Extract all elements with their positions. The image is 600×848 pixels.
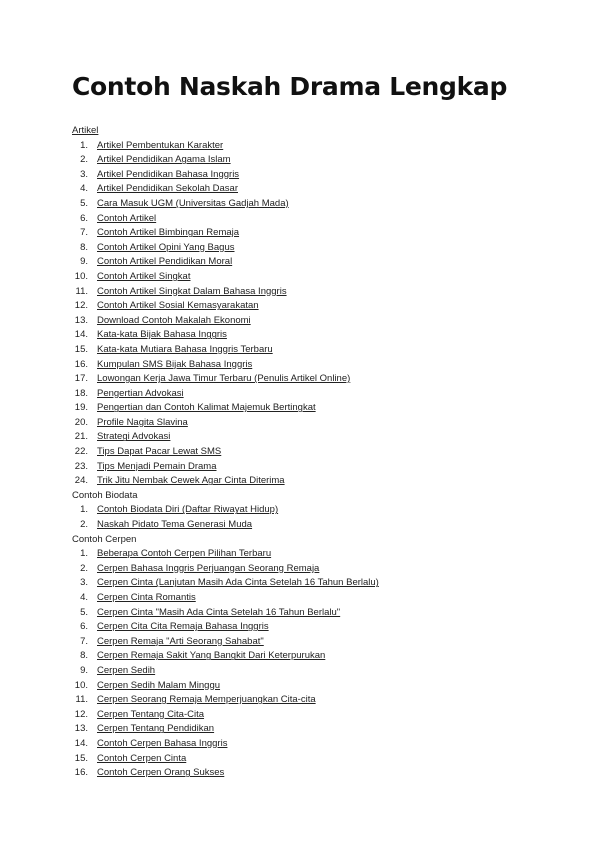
list-item-link[interactable]: Contoh Cerpen Bahasa Inggris [97, 737, 228, 749]
list-item-link[interactable]: Tips Menjadi Pemain Drama [97, 460, 217, 472]
list-item-link[interactable]: Contoh Artikel Singkat [97, 270, 191, 282]
list-item-link[interactable]: Contoh Biodata Diri (Daftar Riwayat Hidup) [97, 504, 279, 516]
list-item-link[interactable]: Profile Nagita Slavina [97, 416, 188, 428]
list-item-link[interactable]: Contoh Artikel Sosial Kemasyarakatan [97, 300, 259, 312]
list-item-link[interactable]: Cerpen Sedih [97, 664, 156, 676]
list-item [72, 766, 572, 781]
list-item-link[interactable]: Artikel Pembentukan Karakter [97, 139, 224, 151]
list-item-link[interactable]: Contoh Cerpen Orang Sukses [97, 767, 225, 779]
list-item-number: 5. [80, 197, 88, 209]
list-item-number: 6. [80, 621, 88, 633]
list-item [72, 737, 572, 752]
list-item-number: 2. [80, 562, 88, 574]
list-item-number: 14. [74, 329, 88, 341]
list-item [72, 679, 572, 694]
list-item [72, 460, 572, 475]
list-item [72, 139, 572, 154]
list-item-link[interactable]: Artikel Pendidikan Agama Islam [97, 154, 231, 166]
list-item [72, 752, 572, 767]
list-item [72, 168, 572, 183]
list-item [72, 416, 572, 431]
list-item-number: 10. [74, 679, 88, 691]
list-item-number: 20. [74, 416, 88, 428]
list-item-number: 1. [80, 139, 88, 151]
section-list [72, 547, 572, 781]
page-title: Contoh Naskah Drama Lengkap [72, 72, 508, 101]
list-item [72, 547, 572, 562]
list-item-number: 8. [80, 650, 88, 662]
list-item-number: 2. [80, 519, 88, 531]
list-item [72, 722, 572, 737]
list-item [72, 285, 572, 300]
list-item [72, 372, 572, 387]
list-item [72, 518, 572, 533]
list-item-link[interactable]: Pengertian Advokasi [97, 387, 184, 399]
list-item-link[interactable]: Contoh Artikel Pendidikan Moral [97, 256, 233, 268]
list-item-number: 13. [74, 314, 88, 326]
list-item [72, 401, 572, 416]
list-item [72, 649, 572, 664]
document-content [72, 124, 572, 781]
list-item-link[interactable]: Cerpen Cinta (Lanjutan Masih Ada Cinta Setelah 16 Tahun Berlalu) [97, 577, 379, 589]
list-item-link[interactable]: Beberapa Contoh Cerpen Pilihan Terbaru [97, 548, 272, 560]
list-item-number: 2. [80, 154, 88, 166]
list-item-link[interactable]: Cerpen Remaja "Arti Seorang Sahabat" [97, 635, 264, 647]
list-item-number: 14. [74, 737, 88, 749]
list-item-number: 7. [80, 635, 88, 647]
list-item-number: 3. [80, 577, 88, 589]
list-item [72, 474, 572, 489]
list-item-number: 5. [80, 606, 88, 618]
list-item-link[interactable]: Cara Masuk UGM (Universitas Gadjah Mada) [97, 197, 289, 209]
list-item-number: 21. [74, 431, 88, 443]
list-item-link[interactable]: Contoh Cerpen Cinta [97, 752, 187, 764]
list-item-number: 12. [74, 300, 88, 312]
list-item [72, 197, 572, 212]
list-item-link[interactable]: Contoh Artikel Bimbingan Remaja [97, 227, 240, 239]
list-item [72, 591, 572, 606]
list-item [72, 708, 572, 723]
list-item-number: 11. [75, 694, 88, 706]
list-item-link[interactable]: Kumpulan SMS Bijak Bahasa Inggris [97, 358, 253, 370]
list-item-number: 1. [80, 548, 88, 560]
list-item-number: 16. [74, 767, 88, 779]
list-item [72, 343, 572, 358]
list-item-link[interactable]: Cerpen Remaja Sakit Yang Bangkit Dari Keterpurukan [97, 650, 326, 662]
list-item-number: 13. [74, 723, 88, 735]
list-item [72, 241, 572, 256]
list-item [72, 562, 572, 577]
list-item [72, 503, 572, 518]
list-item-number: 9. [80, 256, 88, 268]
list-item [72, 314, 572, 329]
list-item-link[interactable]: Contoh Artikel Opini Yang Bagus [97, 241, 235, 253]
section-heading: Contoh Cerpen [72, 533, 137, 545]
list-item-number: 18. [74, 387, 88, 399]
list-item-number: 7. [80, 227, 88, 239]
list-item [72, 620, 572, 635]
list-item [72, 576, 572, 591]
section-heading: Artikel [72, 125, 99, 136]
section-list [72, 503, 572, 532]
list-item [72, 226, 572, 241]
list-item-link[interactable]: Download Contoh Makalah Ekonomi [97, 314, 251, 326]
list-item-link[interactable]: Kata-kata Mutiara Bahasa Inggris Terbaru [97, 343, 273, 355]
list-item-number: 10. [74, 270, 88, 282]
section-list [72, 139, 572, 489]
list-item-number: 23. [74, 460, 88, 472]
list-item-link[interactable]: Trik Jitu Nembak Cewek Agar Cinta Diterima [97, 475, 285, 487]
list-item-number: 4. [80, 183, 88, 195]
list-item-link[interactable]: Strategi Advokasi [97, 431, 171, 443]
list-item-link[interactable]: Artikel Pendidikan Sekolah Dasar [97, 183, 238, 195]
list-item-link[interactable]: Contoh Artikel Singkat Dalam Bahasa Inggris [97, 285, 287, 297]
list-item-link[interactable]: Contoh Artikel [97, 212, 157, 224]
list-item [72, 430, 572, 445]
list-item [72, 299, 572, 314]
list-item [72, 328, 572, 343]
list-item-number: 15. [74, 752, 88, 764]
list-item-link[interactable]: Artikel Pendidikan Bahasa Inggris [97, 168, 240, 180]
list-item-number: 1. [80, 504, 88, 516]
list-item-link[interactable]: Tips Dapat Pacar Lewat SMS [97, 446, 222, 458]
list-item-link[interactable]: Cerpen Bahasa Inggris Perjuangan Seorang Remaja [97, 562, 320, 574]
list-item [72, 693, 572, 708]
list-item-number: 12. [74, 708, 88, 720]
list-item [72, 212, 572, 227]
list-item [72, 606, 572, 621]
list-item-number: 9. [80, 664, 88, 676]
list-item-link[interactable]: Naskah Pidato Tema Generasi Muda [97, 519, 253, 531]
list-item-number: 8. [80, 241, 88, 253]
list-item [72, 358, 572, 373]
list-item-link[interactable]: Kata-kata Bijak Bahasa Inggris [97, 329, 227, 341]
list-item-number: 15. [74, 343, 88, 355]
list-item-number: 3. [80, 168, 88, 180]
list-item-number: 17. [74, 373, 88, 385]
list-item-number: 22. [74, 446, 88, 458]
list-item-number: 16. [74, 358, 88, 370]
list-item-number: 19. [74, 402, 88, 414]
list-item [72, 153, 572, 168]
list-item [72, 182, 572, 197]
list-item [72, 664, 572, 679]
list-item-link[interactable]: Cerpen Cita Cita Remaja Bahasa Inggris [97, 621, 269, 633]
list-item-link[interactable]: Cerpen Tentang Pendidikan [97, 723, 215, 735]
list-item-link[interactable]: Cerpen Sedih Malam Minggu [97, 679, 221, 691]
list-item [72, 635, 572, 650]
list-item-link[interactable]: Cerpen Cinta "Masih Ada Cinta Setelah 16 Tahun Berlalu" [97, 606, 341, 618]
list-item-number: 4. [80, 592, 88, 603]
list-item-link[interactable]: Cerpen Cinta Romantis [97, 592, 196, 603]
list-item [72, 387, 572, 402]
list-item-link[interactable]: Lowongan Kerja Jawa Timur Terbaru (Penulis Artikel Online) [97, 373, 351, 385]
section-heading: Contoh Biodata [72, 489, 138, 501]
list-item-link[interactable]: Cerpen Tentang Cita-Cita [97, 708, 205, 720]
list-item-number: 11. [75, 285, 88, 297]
list-item-link[interactable]: Pengertian dan Contoh Kalimat Majemuk Bertingkat [97, 402, 316, 414]
list-item [72, 445, 572, 460]
list-item-number: 6. [80, 212, 88, 224]
list-item-link[interactable]: Cerpen Seorang Remaja Memperjuangkan Cita-cita [97, 694, 316, 706]
list-item [72, 255, 572, 270]
list-item [72, 270, 572, 285]
list-item-number: 24. [74, 475, 88, 487]
